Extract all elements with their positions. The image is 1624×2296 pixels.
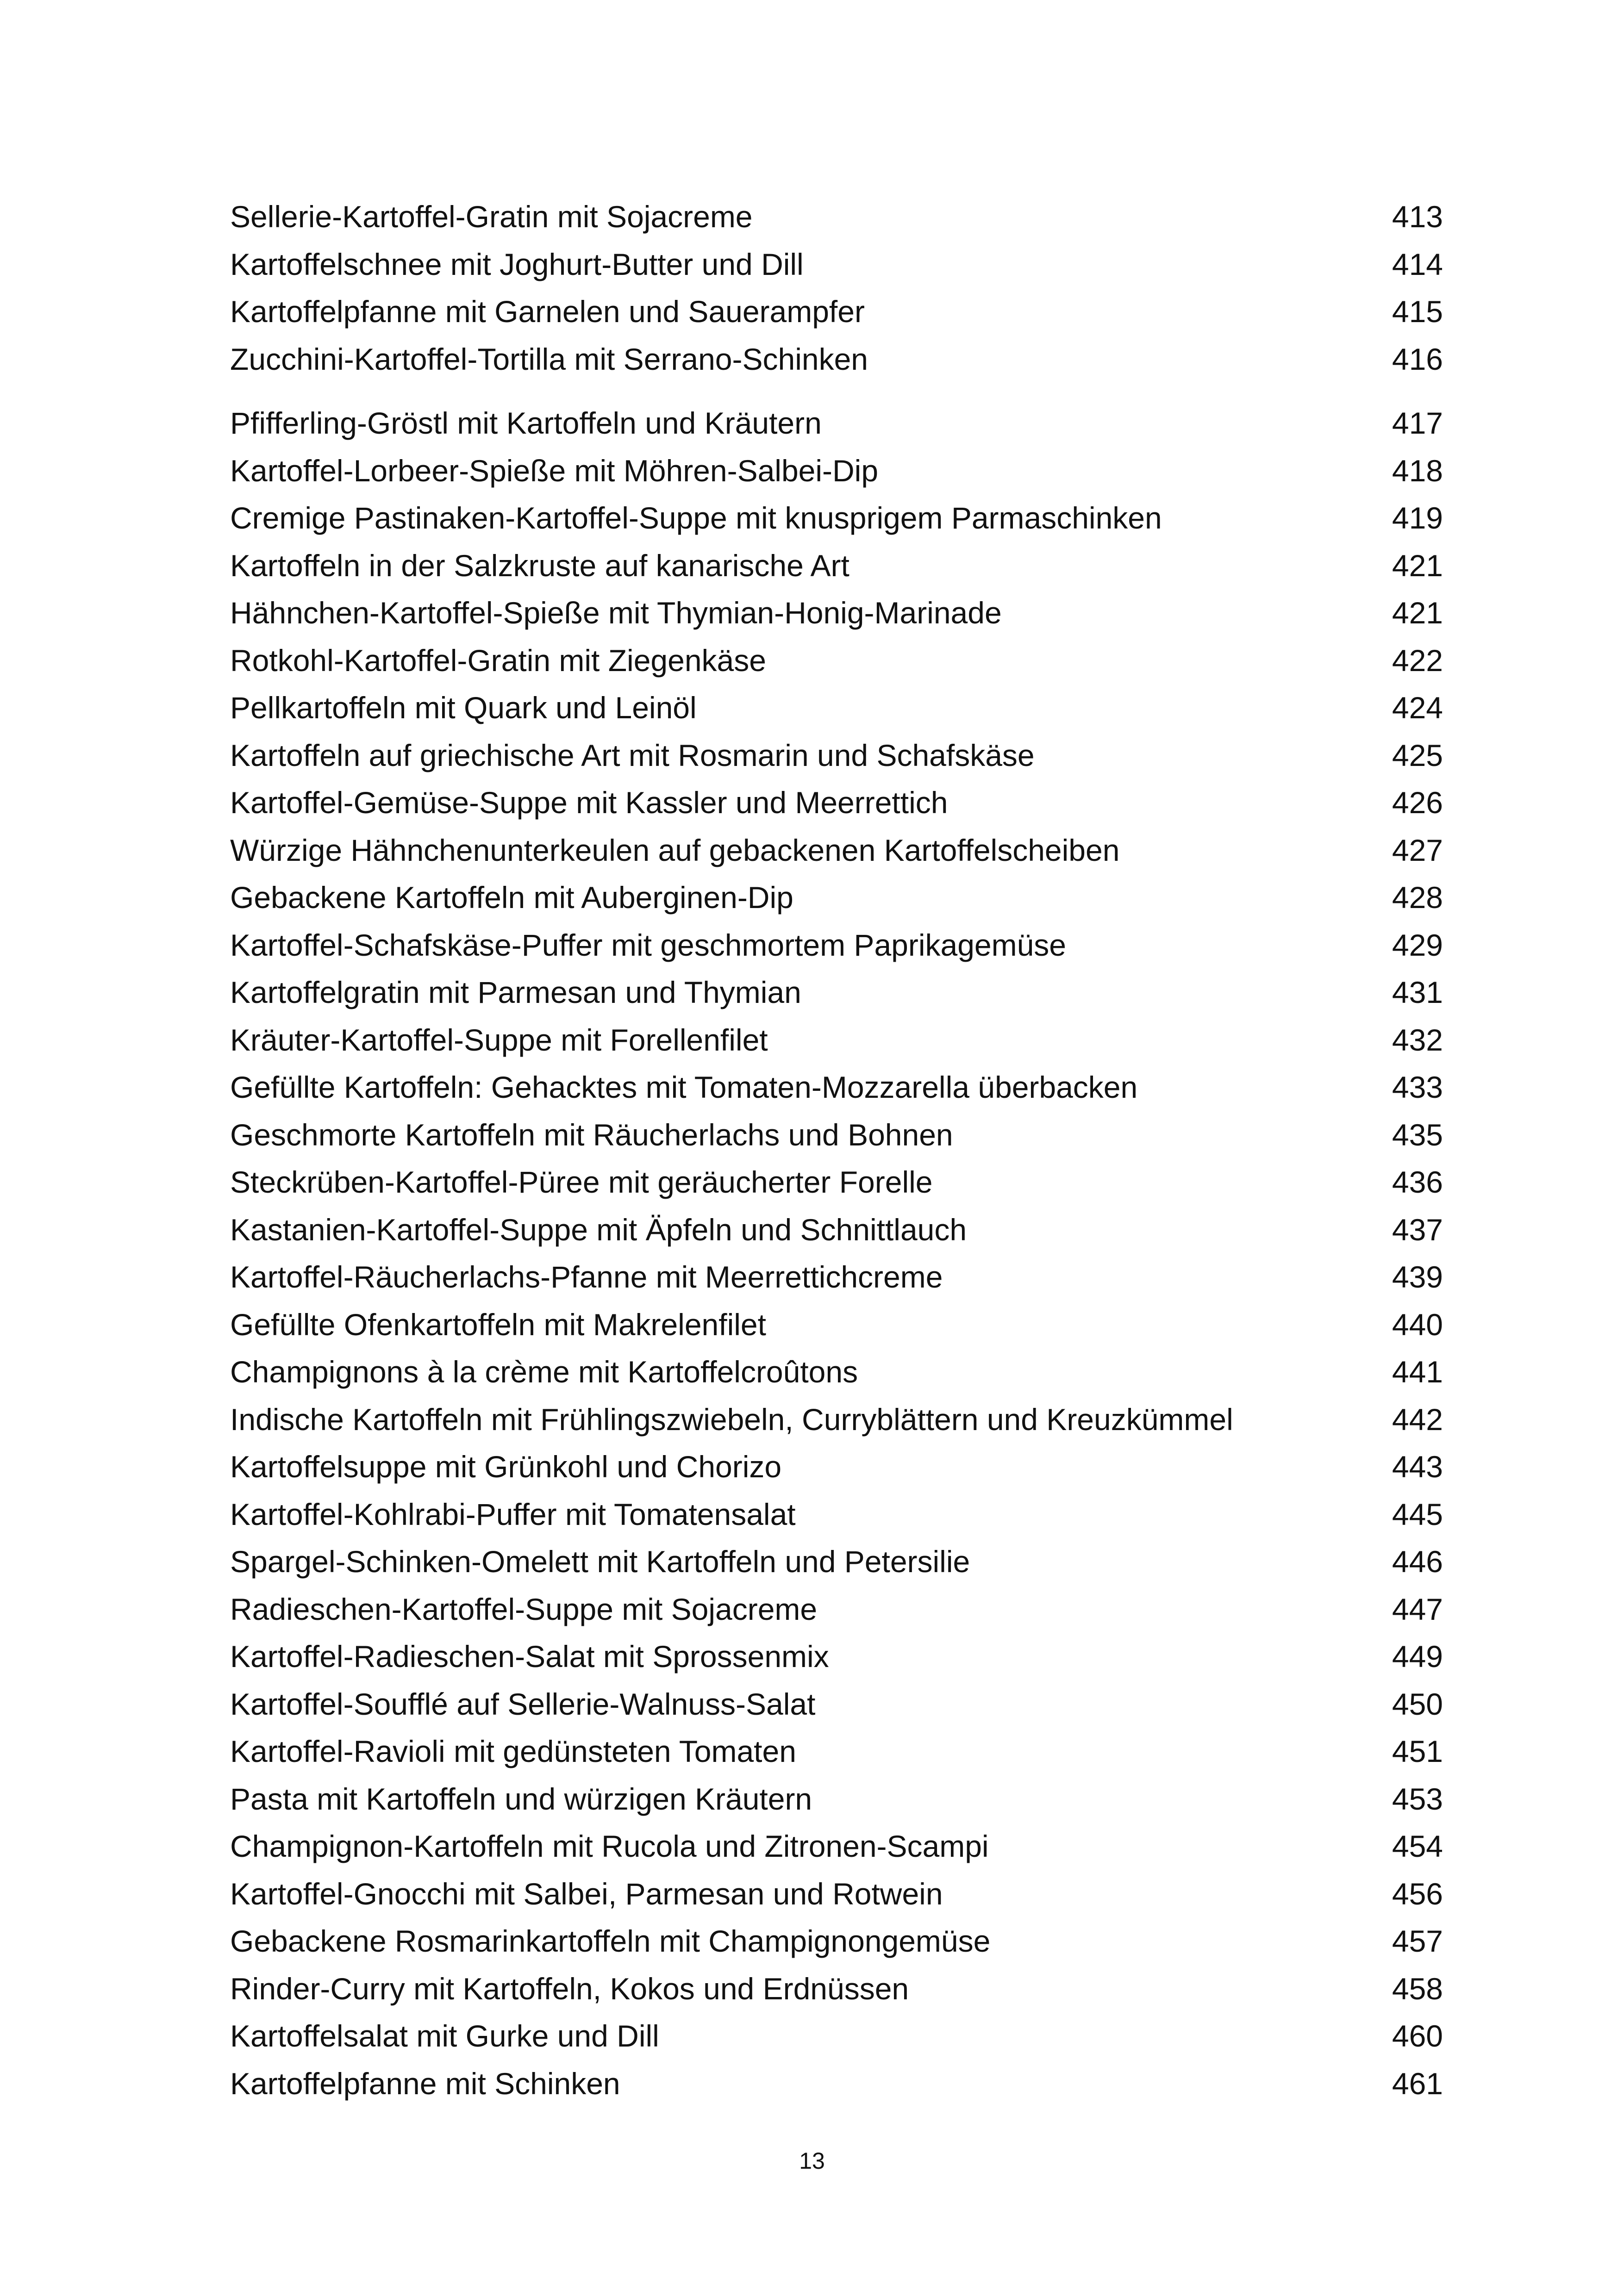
toc-entry-title: Würzige Hähnchenunterkeulen auf gebackenen Kartoffelscheiben: [230, 833, 1120, 867]
toc-entry-page-number: 418: [1392, 453, 1443, 488]
toc-entry-page-number: 433: [1392, 1070, 1443, 1104]
toc-entry: [230, 1775, 1443, 1823]
toc-entry-title: Kartoffeln auf griechische Art mit Rosmarin und Schafskäse: [230, 738, 1035, 772]
toc-entry: [230, 399, 1443, 447]
toc-entry-page-number: 457: [1392, 1924, 1443, 1958]
toc-entry: [230, 1301, 1443, 1349]
toc-entry: [230, 1158, 1443, 1206]
toc-entry-title: Rinder-Curry mit Kartoffeln, Kokos und Erdnüssen: [230, 1971, 909, 2006]
toc-entry-title: Gefüllte Kartoffeln: Gehacktes mit Tomaten-Mozzarella überbacken: [230, 1070, 1138, 1104]
toc-entry-title: Kartoffel-Kohlrabi-Puffer mit Tomatensalat: [230, 1497, 796, 1531]
toc-entry-page-number: 454: [1392, 1829, 1443, 1863]
toc-entry-title: Kartoffel-Räucherlachs-Pfanne mit Meerrettichcreme: [230, 1260, 943, 1294]
toc-entry-title: Hähnchen-Kartoffel-Spieße mit Thymian-Honig-Marinade: [230, 596, 1002, 630]
toc-entry: [230, 1206, 1443, 1254]
toc-entry-page-number: 427: [1392, 833, 1443, 867]
toc-entry: [230, 1633, 1443, 1680]
toc-entry-title: Cremige Pastinaken-Kartoffel-Suppe mit knusprigem Parmaschinken: [230, 501, 1162, 535]
toc-entry: [230, 1728, 1443, 1775]
toc-entry: [230, 542, 1443, 590]
toc-entry: [230, 637, 1443, 684]
toc-entry-title: Kastanien-Kartoffel-Suppe mit Äpfeln und Schnittlauch: [230, 1212, 967, 1247]
toc-entry-page-number: 436: [1392, 1165, 1443, 1199]
toc-entry-page-number: 443: [1392, 1450, 1443, 1484]
toc-entry-title: Kartoffel-Schafskäse-Puffer mit geschmortem Paprikagemüse: [230, 927, 1067, 962]
toc-entry-title: Kartoffelgratin mit Parmesan und Thymian: [230, 975, 801, 1009]
toc-entry-page-number: 460: [1392, 2019, 1443, 2053]
toc-entry-page-number: 414: [1392, 247, 1443, 281]
toc-entry-page-number: 442: [1392, 1402, 1443, 1437]
toc-entry-title: Kartoffelpfanne mit Schinken: [230, 2066, 620, 2101]
toc-entry: [230, 921, 1443, 969]
toc-entry-page-number: 431: [1392, 975, 1443, 1009]
toc-entry: [230, 288, 1443, 336]
toc-entry-page-number: 440: [1392, 1307, 1443, 1342]
toc-entry: [230, 1016, 1443, 1064]
toc-entry-page-number: 421: [1392, 596, 1443, 630]
toc-entry: [230, 1348, 1443, 1396]
toc-entry-title: Kartoffelschnee mit Joghurt-Butter und Dill: [230, 247, 804, 281]
toc-entry-page-number: 419: [1392, 501, 1443, 535]
toc-entry-title: Pfifferling-Gröstl mit Kartoffeln und Kräutern: [230, 406, 822, 440]
toc-entry-page-number: 447: [1392, 1592, 1443, 1626]
toc-entry: [230, 1443, 1443, 1491]
toc-entry-title: Kartoffel-Lorbeer-Spieße mit Möhren-Salbei-Dip: [230, 453, 879, 488]
toc-entry: [230, 969, 1443, 1016]
toc-entry: [230, 447, 1443, 495]
toc-entry-title: Sellerie-Kartoffel-Gratin mit Sojacreme: [230, 199, 753, 234]
toc-entry-title: Spargel-Schinken-Omelett mit Kartoffeln und Petersilie: [230, 1544, 970, 1579]
toc-entry: [230, 874, 1443, 921]
toc-entry-page-number: 461: [1392, 2066, 1443, 2101]
toc-entry-title: Kartoffelsuppe mit Grünkohl und Chorizo: [230, 1450, 782, 1484]
toc-entry: [230, 1491, 1443, 1538]
toc-entry-title: Rotkohl-Kartoffel-Gratin mit Ziegenkäse: [230, 643, 766, 678]
toc-entry-title: Champignon-Kartoffeln mit Rucola und Zitronen-Scampi: [230, 1829, 989, 1863]
toc-entry-title: Zucchini-Kartoffel-Tortilla mit Serrano-Schinken: [230, 342, 868, 376]
toc-entry-page-number: 428: [1392, 880, 1443, 915]
toc-entry-title: Kartoffel-Radieschen-Salat mit Sprossenmix: [230, 1639, 829, 1674]
toc-entry-title: Gebackene Rosmarinkartoffeln mit Champignongemüse: [230, 1924, 991, 1958]
toc-entry-page-number: 422: [1392, 643, 1443, 678]
toc-entry: [230, 1823, 1443, 1870]
toc-entry: [230, 779, 1443, 827]
toc-entry: [230, 336, 1443, 383]
toc-entry: [230, 1064, 1443, 1111]
toc-entry: [230, 1870, 1443, 1918]
toc-entry: [230, 589, 1443, 637]
toc-entry-title: Gebackene Kartoffeln mit Auberginen-Dip: [230, 880, 793, 915]
toc-entry: [230, 241, 1443, 288]
toc-entry-page-number: 441: [1392, 1355, 1443, 1389]
toc-entry-title: Steckrüben-Kartoffel-Püree mit geräucherter Forelle: [230, 1165, 933, 1199]
toc-entry-page-number: 451: [1392, 1734, 1443, 1768]
toc-entry: [230, 1680, 1443, 1728]
toc-entry-title: Radieschen-Kartoffel-Suppe mit Sojacreme: [230, 1592, 818, 1626]
toc-entry: [230, 494, 1443, 542]
toc-entry-title: Kartoffeln in der Salzkruste auf kanarische Art: [230, 548, 849, 583]
toc-entry-title: Gefüllte Ofenkartoffeln mit Makrelenfilet: [230, 1307, 766, 1342]
toc-entry-title: Kartoffel-Ravioli mit gedünsteten Tomaten: [230, 1734, 796, 1768]
toc-entry-title: Kartoffel-Gnocchi mit Salbei, Parmesan und Rotwein: [230, 1876, 943, 1911]
toc-entry: [230, 827, 1443, 874]
toc-entry-page-number: 439: [1392, 1260, 1443, 1294]
toc-entry-title: Pasta mit Kartoffeln und würzigen Kräutern: [230, 1781, 812, 1816]
toc-entry-page-number: 416: [1392, 342, 1443, 376]
toc-entry-title: Champignons à la crème mit Kartoffelcroûtons: [230, 1355, 858, 1389]
toc-entry-title: Kartoffel-Soufflé auf Sellerie-Walnuss-Salat: [230, 1686, 816, 1721]
toc-entry-title: Pellkartoffeln mit Quark und Leinöl: [230, 691, 697, 725]
toc-entry-title: Kräuter-Kartoffel-Suppe mit Forellenfilet: [230, 1022, 768, 1057]
toc-entry-page-number: 453: [1392, 1781, 1443, 1816]
toc-entry: [230, 1538, 1443, 1586]
toc-entry-title: Kartoffelsalat mit Gurke und Dill: [230, 2019, 659, 2053]
toc-entry: [230, 1253, 1443, 1301]
toc-entry: [230, 732, 1443, 779]
toc-entry: [230, 1586, 1443, 1633]
toc-entry-page-number: 446: [1392, 1544, 1443, 1579]
toc-entry-page-number: 417: [1392, 406, 1443, 440]
toc-entry: [230, 1396, 1443, 1444]
toc-entry: [230, 1917, 1443, 1965]
toc-entry-page-number: 426: [1392, 785, 1443, 820]
toc-entry-page-number: 425: [1392, 738, 1443, 772]
toc-entry-title: Kartoffelpfanne mit Garnelen und Sauerampfer: [230, 294, 865, 329]
toc-entry-title: Kartoffel-Gemüse-Suppe mit Kassler und Meerrettich: [230, 785, 948, 820]
toc-entry-page-number: 449: [1392, 1639, 1443, 1674]
toc-entry: [230, 1965, 1443, 2013]
toc-entry-page-number: 432: [1392, 1022, 1443, 1057]
toc-entry: [230, 1111, 1443, 1159]
toc-entry-page-number: 458: [1392, 1971, 1443, 2006]
toc-entry-page-number: 445: [1392, 1497, 1443, 1531]
toc-entry: [230, 2060, 1443, 2108]
toc-entry-page-number: 421: [1392, 548, 1443, 583]
toc-entry-title: Indische Kartoffeln mit Frühlingszwiebeln, Curryblättern und Kreuzkümmel: [230, 1402, 1233, 1437]
toc-entry: [230, 2012, 1443, 2060]
page-number: 13: [799, 2148, 825, 2174]
toc-entry-page-number: 424: [1392, 691, 1443, 725]
toc-entry-page-number: 456: [1392, 1876, 1443, 1911]
toc-entry-title: Geschmorte Kartoffeln mit Räucherlachs und Bohnen: [230, 1117, 953, 1152]
toc-entry-page-number: 429: [1392, 927, 1443, 962]
toc-entry-page-number: 415: [1392, 294, 1443, 329]
toc-entry-page-number: 435: [1392, 1117, 1443, 1152]
toc-entry: [230, 193, 1443, 241]
toc-entry-page-number: 450: [1392, 1686, 1443, 1721]
toc-entry: [230, 684, 1443, 732]
toc-entry-page-number: 437: [1392, 1212, 1443, 1247]
table-of-contents: [230, 193, 1443, 2107]
toc-entry-page-number: 413: [1392, 199, 1443, 234]
